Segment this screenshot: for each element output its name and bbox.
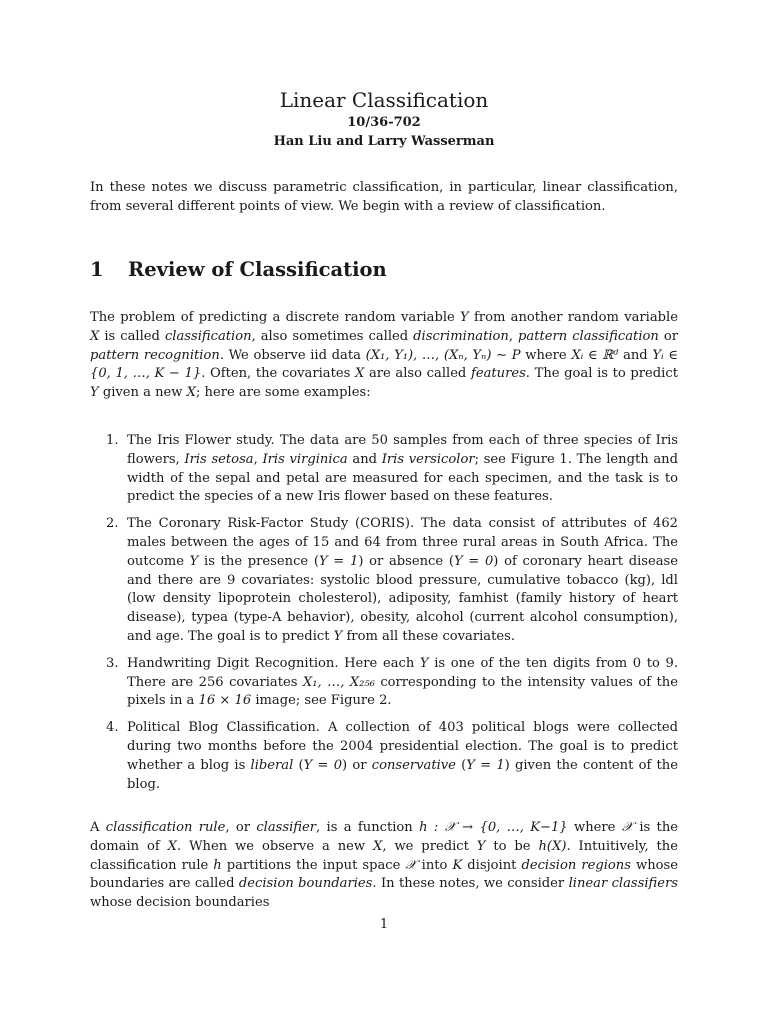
text-run: or: [658, 328, 678, 344]
text-run: from all these covariates.: [342, 628, 516, 644]
text-run: into: [416, 857, 453, 873]
emphasis-term: discrimination: [413, 328, 509, 344]
math-expression: (X₁, Y₁), …, (Xₙ, Yₙ) ∼ P: [365, 347, 521, 363]
text-run: ) or absence (: [358, 553, 454, 569]
emphasis-term: Iris virginica: [262, 451, 348, 467]
text-run: The Coronary Risk-Factor Study (CORIS). The data consist of attributes of 462 males between the ages of 15 and 64 from three rural areas in South Africa. The outcome: [127, 516, 678, 569]
list-item: [90, 655, 678, 711]
text-run: (: [455, 757, 467, 773]
list-marker: 1.: [106, 433, 119, 448]
math-symbol: 𝒳: [621, 820, 633, 835]
text-run: , also sometimes called: [251, 328, 414, 344]
text-run: ; see Figure 1. The length and width of the sepal and petal are measured for each specimen, and the task is to predict the species of a new Iris flower based on these features.: [127, 451, 678, 505]
text-run: ) or: [342, 757, 372, 773]
text-run: , is a function: [316, 820, 420, 835]
text-run: is called: [99, 328, 165, 344]
emphasis-term: pattern classification: [518, 328, 659, 344]
emphasis-term: Iris versicolor: [381, 451, 475, 467]
text-run: ) of coronary heart disease and there are 9 covariates: systolic blood pressure, cumulative tobacco (kg), ldl (low density lipoprotein cholesterol), adiposity, famhist (family history of heart disease), typea (type-A behavior), obesity, alcohol (current alcohol consumption), and age. The goal is to predict: [127, 553, 679, 644]
math-symbol: X: [373, 838, 383, 854]
list-item: [90, 432, 678, 507]
math-expression: X₁, …, X₂₅₆: [302, 674, 375, 690]
math-expression: Yᵢ ∈ {0, 1, …, K − 1}: [90, 347, 678, 382]
math-symbol: X: [186, 385, 196, 401]
emphasis-term: Iris setosa: [184, 451, 254, 467]
rule-paragraph: [90, 819, 678, 913]
math-symbol: h: [213, 857, 222, 873]
text-run: ,: [253, 451, 263, 467]
section-heading: [90, 257, 387, 283]
text-run: Handwriting Digit Recognition. Here each: [127, 655, 420, 671]
math-symbol: Y: [189, 553, 199, 569]
text-run: whose boundaries are called: [90, 857, 678, 892]
text-run: to be: [485, 838, 539, 854]
emphasis-term: classifier: [256, 820, 317, 835]
text-run: are also called: [364, 366, 471, 382]
text-run: where: [567, 820, 622, 835]
text-run: and: [618, 347, 653, 363]
math-expression: Y = 0: [453, 553, 494, 569]
text-run: disjoint: [462, 857, 522, 873]
authors: Han Liu and Larry Wasserman: [273, 134, 495, 149]
text-run: , we predict: [382, 838, 477, 854]
emphasis-term: conservative: [371, 757, 456, 773]
emphasis-term: liberal: [250, 757, 294, 773]
abstract-paragraph: [90, 179, 678, 217]
text-run: is the presence (: [198, 553, 319, 569]
list-item: [90, 719, 678, 794]
math-expression: h : 𝒳 → {0, …, K−1}: [419, 820, 568, 835]
text-run: whose decision boundaries: [90, 895, 270, 911]
text-run: . The goal is to predict: [525, 366, 678, 382]
text-run: (: [293, 757, 304, 773]
list-marker: 4.: [106, 720, 119, 736]
intro-paragraph: [90, 309, 678, 403]
math-symbol: 𝒳: [405, 857, 417, 873]
emphasis-term: classification rule: [105, 820, 226, 835]
emphasis-term: pattern recognition: [90, 347, 220, 363]
text-run: and: [347, 451, 382, 467]
text-run: The Iris Flower study. The data are 50 samples from each of three species of Iris flowers,: [127, 433, 678, 467]
text-run: . In these notes, we consider: [372, 876, 569, 892]
text-run: corresponding to the intensity values of the pixels in a: [127, 674, 678, 709]
math-symbol: Y: [419, 655, 429, 671]
section-title: Review of Classification: [128, 258, 387, 281]
math-symbol: Y: [476, 838, 486, 854]
emphasis-term: decision boundaries: [238, 876, 373, 892]
list-item: [90, 515, 678, 647]
math-symbol: Y: [90, 385, 99, 401]
page-number: 1: [379, 917, 389, 932]
emphasis-term: features: [470, 366, 526, 382]
text-run: . Intuitively, the classification rule: [90, 838, 678, 873]
text-run: ; here are some examples:: [195, 385, 371, 401]
text-run: image; see Figure 2.: [251, 693, 392, 709]
math-symbol: X: [90, 328, 100, 344]
math-symbol: Y: [333, 628, 343, 644]
emphasis-term: classification: [164, 328, 252, 344]
math-expression: Y = 0: [303, 757, 343, 773]
list-marker: 3.: [106, 655, 119, 671]
text-run: given a new: [98, 385, 187, 401]
math-expression: h(X): [538, 838, 567, 854]
text-run: is one of the ten digits from 0 to 9. There are 256 covariates: [127, 655, 678, 690]
text-run: partitions the input space: [221, 857, 406, 873]
emphasis-term: linear classifiers: [568, 876, 679, 892]
abstract-text: In these notes we discuss parametric classification, in particular, linear classification, from several different points of view. We begin with a review of classification.: [90, 180, 678, 214]
text-run: Political Blog Classification. A collection of 403 political blogs were collected during two months before the 2004 presidential election. The goal is to predict whether a blog is: [127, 720, 678, 773]
math-expression: 16 × 16: [198, 693, 252, 709]
math-symbol: X: [355, 366, 365, 382]
math-expression: Y = 1: [466, 757, 505, 773]
math-symbol: X: [167, 838, 177, 854]
text-run: where: [520, 347, 572, 363]
text-run: . We observe iid data: [219, 347, 366, 363]
text-run: , or: [225, 820, 257, 835]
text-run: ) given the content of the blog.: [127, 757, 678, 792]
text-run: The problem of predicting a discrete random variable: [90, 310, 461, 325]
text-run: ,: [508, 328, 519, 344]
math-expression: Y = 1: [318, 553, 359, 569]
math-symbol: K: [452, 857, 463, 873]
math-expression: Xᵢ ∈ ℝᵈ: [571, 347, 619, 363]
list-marker: 2.: [106, 516, 119, 532]
math-symbol: Y: [460, 310, 469, 325]
text-run: . When we observe a new: [177, 838, 374, 854]
text-run: . Often, the covariates: [201, 366, 355, 382]
course-number: 10/36-702: [347, 115, 421, 130]
document-title: Linear Classification: [279, 88, 489, 112]
emphasis-term: decision regions: [521, 857, 631, 873]
text-run: is the domain of: [90, 820, 678, 854]
examples-list: [90, 432, 678, 802]
text-run: A: [90, 820, 106, 835]
text-run: from another random variable: [468, 310, 678, 325]
section-number: 1: [90, 258, 104, 281]
